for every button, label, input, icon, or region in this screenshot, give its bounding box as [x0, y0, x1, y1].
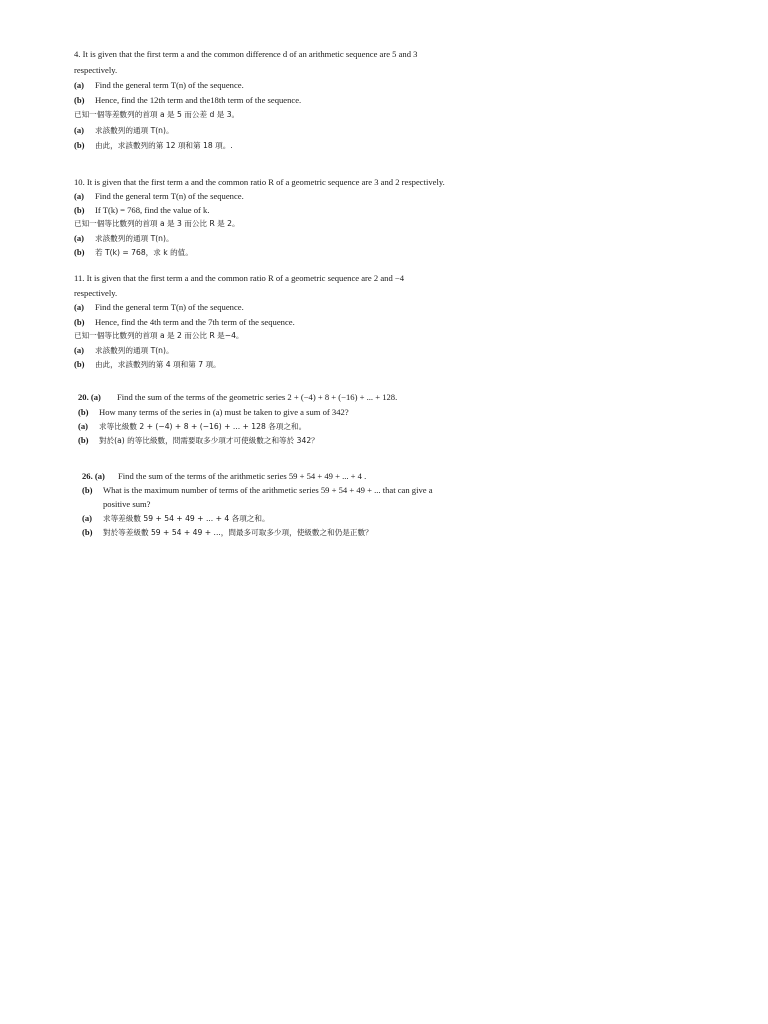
question-10: [66, 172, 466, 260]
question-11: [66, 268, 466, 372]
q10-part-a: [74, 192, 244, 201]
q10-part-b: [74, 206, 209, 215]
q11-part-b-text: Hence, find the 4th term and the 7th term of the sequence.: [95, 317, 295, 327]
q26-part-a: [82, 472, 366, 481]
question-26: [74, 466, 434, 550]
q4-part-a: [74, 81, 244, 90]
q4-part-b-label: (b): [74, 95, 85, 105]
q20-part-b-text: How many terms of the series in (a) must be taken to give a sum of 342?: [99, 407, 349, 417]
q4-stem-line2: respectively.: [74, 65, 118, 75]
q26-cn-part-a-text: 求等差級數 59 + 54 + 49 + ... + 4 各項之和。: [103, 514, 270, 523]
q11-cn-part-b-text: 由此，求該數列的第 4 項和第 7 項。: [95, 360, 221, 369]
q4-part-b: [74, 96, 301, 105]
q4-cn-part-a: [74, 126, 174, 135]
q26-part-b-text: What is the maximum number of terms of the arithmetic series 59 + 54 + 49 + ... that can give a: [103, 485, 433, 495]
q26-cn-part-a-label: (a): [82, 513, 93, 523]
q4-cn-stem: 已知一個等差數列的首項 a 是 5 而公差 d 是 3。: [74, 110, 240, 119]
q4-cn-part-a-text: 求該數列的通項 T(n)。: [95, 126, 174, 135]
q10-part-b-label: (b): [74, 205, 85, 215]
q26-part-b-label: (b): [82, 485, 93, 495]
question-4: [66, 44, 466, 156]
question-20: [70, 386, 454, 450]
q11-part-b-label: (b): [74, 317, 85, 327]
q26-part-b-line2: positive sum?: [103, 499, 151, 509]
q11-stem-line2: respectively.: [74, 288, 118, 298]
q10-part-b-text: If T(k) = 768, find the value of k.: [95, 205, 210, 215]
q11-cn-part-a: [74, 346, 174, 355]
q20-part-a: [78, 393, 397, 402]
q4-cn-part-b-text: 由此，求該數列的第 12 項和第 18 項。.: [95, 141, 233, 150]
q11-part-a: [74, 303, 244, 312]
q4-cn-part-a-label: (a): [74, 125, 85, 135]
q11-cn-stem: 已知一個等比數列的首項 a 是 2 而公比 R 是−4。: [74, 331, 244, 340]
q11-part-a-label: (a): [74, 302, 85, 312]
q11-cn-part-b-label: (b): [74, 359, 85, 369]
q26-cn-part-b-label: (b): [82, 527, 93, 537]
q4-part-a-label: (a): [74, 80, 85, 90]
q11-cn-part-a-text: 求該數列的通項 T(n)。: [95, 346, 174, 355]
q10-cn-part-b-label: (b): [74, 247, 85, 257]
q4-stem-line1: 4. It is given that the first term a and the common difference d of an arithmetic sequence are 5 and 3: [74, 49, 418, 59]
q11-cn-part-b: [74, 360, 221, 369]
q26-cn-part-b: [82, 528, 373, 537]
q20-cn-part-b: [78, 436, 319, 445]
q20-number-label: 20. (a): [78, 392, 101, 402]
q26-cn-part-a: [82, 514, 270, 523]
q20-part-a-text: Find the sum of the terms of the geometric series 2 + (−4) + 8 + (−16) + ... + 128.: [117, 392, 398, 402]
q20-cn-part-a: [78, 422, 306, 431]
q20-part-b: [78, 408, 349, 417]
q26-part-b: [82, 486, 433, 495]
q26-number-label: 26. (a): [82, 471, 105, 481]
q10-cn-part-a-text: 求該數列的通項 T(n)。: [95, 234, 174, 243]
q11-stem-line1: 11. It is given that the first term a and the common ratio R of a geometric sequence are 2 and −4: [74, 273, 405, 283]
q26-cn-part-b-text: 對於等差級數 59 + 54 + 49 + ...，問最多可取多少項，使級數之和仍是正數？: [103, 528, 373, 537]
q4-cn-part-b-label: (b): [74, 140, 85, 150]
q20-part-b-label: (b): [78, 407, 89, 417]
q20-cn-part-a-text: 求等比級數 2 + (−4) + 8 + (−16) + ... + 128 各項之和。: [99, 422, 307, 431]
q4-part-b-text: Hence, find the 12th term and the18th term of the sequence.: [95, 95, 302, 105]
q11-part-b: [74, 318, 295, 327]
q20-cn-part-b-text: 對於(a) 的等比級數，問需要取多少項才可使級數之和等於 342？: [99, 436, 319, 445]
q4-cn-part-b: [74, 141, 233, 150]
q10-cn-stem: 已知一個等比數列的首項 a 是 3 而公比 R 是 2。: [74, 219, 240, 228]
q10-part-a-text: Find the general term T(n) of the sequence.: [95, 191, 244, 201]
q10-cn-part-b-text: 若 T(k) = 768，求 k 的值。: [95, 248, 193, 257]
q10-stem-line1: 10. It is given that the first term a and the common ratio R of a geometric sequence are 3 and 2 respectively.: [74, 177, 445, 187]
q11-cn-part-a-label: (a): [74, 345, 85, 355]
q10-cn-part-a-label: (a): [74, 233, 85, 243]
q4-part-a-text: Find the general term T(n) of the sequence.: [95, 80, 244, 90]
q20-cn-part-a-label: (a): [78, 421, 89, 431]
q11-part-a-text: Find the general term T(n) of the sequence.: [95, 302, 244, 312]
q10-cn-part-b: [74, 248, 193, 257]
q10-cn-part-a: [74, 234, 174, 243]
q26-part-a-text: Find the sum of the terms of the arithmetic series 59 + 54 + 49 + ... + 4 .: [118, 471, 367, 481]
q20-cn-part-b-label: (b): [78, 435, 89, 445]
q10-part-a-label: (a): [74, 191, 85, 201]
